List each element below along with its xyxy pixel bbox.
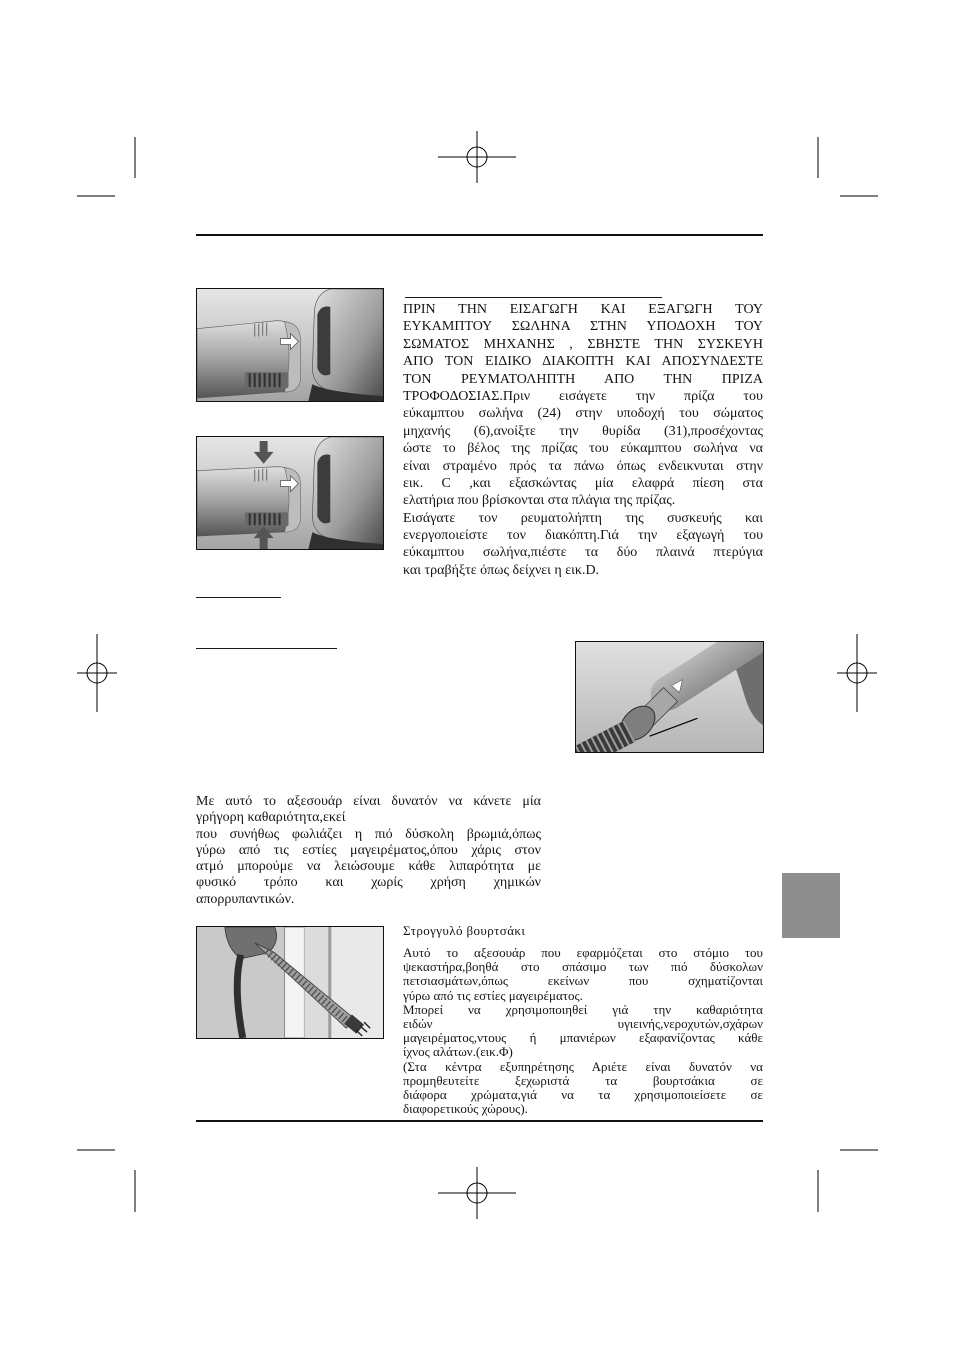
text-line: Αυτό το αξεσουάρ που εφαρμόζεται στο στόμιο του [403, 946, 763, 960]
text-line: φυσικό τρόπο και χωρίς χρήση χημικών [196, 875, 541, 891]
text-line: γύρω από τις εστίες μαγειρέματος,όπου χάρις στον [196, 842, 541, 858]
text-line: ειδών υγιεινής,νεροχυτών,σχάρων [403, 1016, 763, 1031]
registration-mark-top [438, 131, 516, 183]
text-line: μαγειρέματος,ντους ή μπανιέρων εξαφανίζοντας κάθε [403, 1031, 763, 1046]
text-line: προμηθευτείτε ξεχωριστά τα βουρτσάκια σε [403, 1073, 763, 1088]
text-line: ώστε το βέλος της πρίζας του εύκαμπτου σωλήνα να [403, 441, 763, 457]
section-tab [782, 873, 840, 938]
registration-mark-left [77, 634, 117, 712]
figure-nozzle-fitting [575, 641, 764, 753]
text-line: ίχνος αλάτων.(εικ.Φ) [403, 1045, 513, 1060]
heading-underline [196, 597, 281, 598]
text-line: που συνήθως φωλιάζει η πιό δύσκολη βρωμιά,όπως [196, 826, 541, 842]
machine-socket [308, 437, 383, 549]
text-line: ΕΥΚΑΜΠΤΟΥ ΣΩΛΗΝΑ ΣΤΗΝ ΥΠΟΔΟΧΗ ΤΟΥ [403, 319, 763, 335]
text-line: ΑΠΟ ΤΟΝ ΕΙΔΙΚΟ ΔΙΑΚΟΠΤΗ ΚΑΙ ΑΠΟΣΥΝΔΕΣΤΕ [403, 354, 763, 370]
hose-insertion-text [403, 301, 763, 579]
crop-mark-bottom-left [77, 1150, 135, 1212]
section-heading: Στρογγυλό βουρτσάκι [403, 923, 526, 938]
figure-round-brush [196, 926, 384, 1039]
text-line: εύκαμπτου σωλήνα,πιέστε τα δύο πλαινά πτερύγια [403, 545, 763, 561]
text-line: εύκαμπτου σωλήνα (24) στην υποδοχή του σώματος [403, 406, 763, 422]
text-line: απορρυπαντικών. [196, 891, 295, 907]
text-line: (Στα κέντρα εξυπηρέτησης Αριέτε είναι δυνατόν να [403, 1059, 763, 1074]
top-rule [196, 234, 763, 236]
text-line: μηχανής (6),ανοίξτε την θυρίδα (31),προσέχοντας [403, 423, 763, 439]
heading-underline [196, 648, 337, 649]
text-line: Εισάγατε τον ρευματολήπτη της συσκευής και [403, 510, 763, 526]
text-line: και τραβήξτε όπως δείχνει η εικ.D. [403, 562, 600, 578]
crop-mark-bottom-right [818, 1150, 878, 1212]
hose-plug [197, 321, 300, 398]
text-line: Με αυτό το αξεσουάρ είναι δυνατόν να κάνετε μία [196, 794, 541, 809]
accessory-intro-text [196, 794, 541, 908]
text-line: ελατήρια που βρίσκονται στα πλάγια της πρίζας. [403, 493, 676, 509]
bottom-rule [196, 1120, 763, 1122]
round-brush-text [403, 946, 763, 1116]
text-line: ΤΡΟΦΟΔΟΣΙΑΣ.Πριν εισάγετε την πρίζα του [403, 388, 763, 404]
crop-mark-top-left [77, 137, 135, 196]
crop-mark-top-right [818, 137, 878, 196]
text-line: ΠΡΙΝ ΤΗΝ ΕΙΣΑΓΩΓΗ ΚΑΙ ΕΞΑΓΩΓΗ ΤΟΥ [403, 302, 763, 317]
text-line: ψεκαστήρα,βοηθά στο σπάσιμο των πιό δύσκολων [403, 960, 763, 975]
text-line: Μπορεί να χρησιμοποιηθεί γιά την καθαριότητα [403, 1002, 763, 1017]
text-line: πετσιασμάτων,όπως εκείνων που σχηματίζονται [403, 974, 763, 989]
text-line: ενεργοποιείστε τον διακόπτη.Γιά την εξαγωγή του [403, 528, 763, 544]
text-line: γρήγορη καθαριότητα,εκεί [196, 810, 346, 826]
text-line: ατμό μπορούμε να λειώσουμε κάθε λιπαρότητα με [196, 859, 541, 875]
text-line: γύρω από τις εστίες μαγειρέματος. [403, 988, 583, 1003]
heading-underline [405, 297, 662, 298]
text-line: διάφορα χρώματα,γιά να τα χρησιμοποιείσετε σε [403, 1087, 763, 1102]
hose-plug [197, 467, 300, 536]
registration-mark-right [837, 634, 877, 712]
registration-mark-bottom [438, 1167, 516, 1219]
machine-socket [308, 289, 383, 401]
text-line: είναι στραμένο πρός τα πάνω όπως ενδεικνυται στην [403, 458, 763, 474]
text-line: εικ. C ,και εξασκώντας μία ελαφρά πίεση στα [403, 475, 763, 491]
text-line: ΣΩΜΑΤΟΣ ΜΗΧΑΝΗΣ , ΣΒΗΣΤΕ ΤΗΝ ΣΥΣΚΕΥΗ [403, 336, 763, 352]
text-line: ΤΟΝ ΡΕΥΜΑΤΟΛΗΠΤΗ ΑΠΟ ΤΗΝ ΠΡΙΖΑ [403, 371, 763, 387]
figure-hose-plug-release [196, 436, 384, 550]
figure-hose-plug-insert [196, 288, 384, 402]
text-line: διαφορετικούς χώρους). [403, 1102, 528, 1117]
